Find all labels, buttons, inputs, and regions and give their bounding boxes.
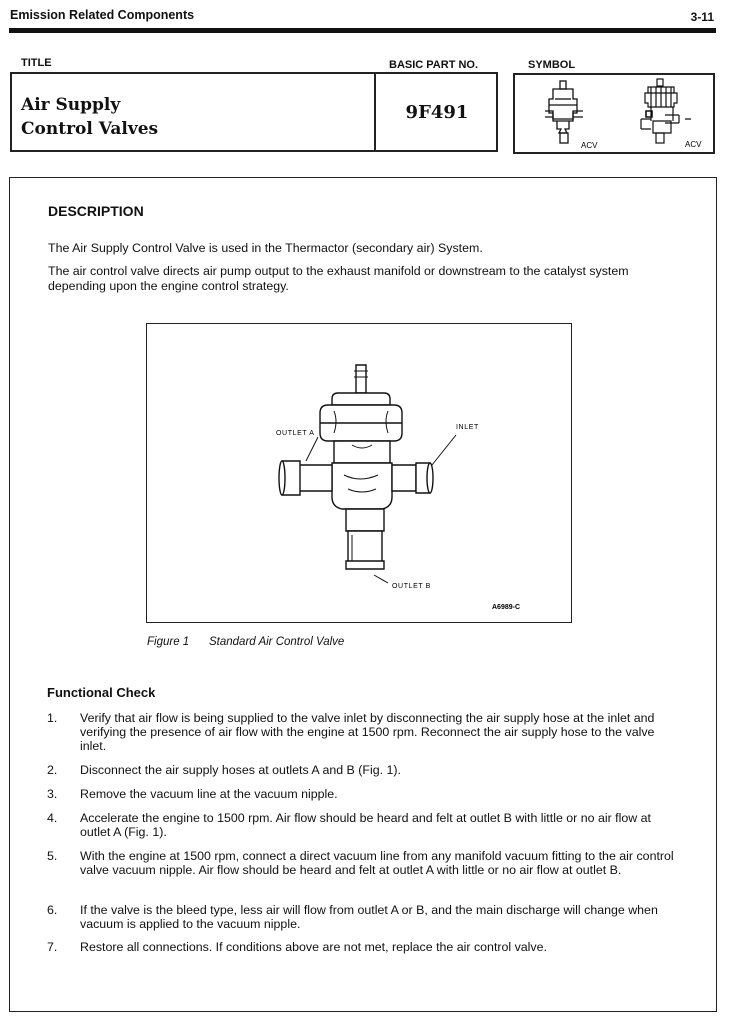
step-text: If the valve is the bleed type, less air will flow from outlet A or B, and the main discharge will change when vacuum is applied to the vacuum nipple. [80, 903, 658, 931]
header-rule [9, 28, 716, 33]
symbol-label: SYMBOL [528, 59, 576, 71]
functional-check-heading: Functional Check [47, 685, 156, 700]
label-inlet: INLET [456, 424, 479, 431]
figure-caption-text: Standard Air Control Valve [209, 636, 345, 648]
acv-symbols [515, 75, 713, 152]
step-text: Verify that air flow is being supplied to the valve inlet by disconnecting the air supply hose at the inlet and verifying the presence of air flow with the engine at 1500 rpm. Reconnect the air supply hose to the valve inlet. [80, 711, 655, 753]
component-name-line-2: Control Valves [21, 119, 159, 139]
step-text: Remove the vacuum line at the vacuum nipple. [80, 787, 338, 801]
symbol-caption-2: ACV [685, 140, 702, 149]
step-number: 1. [47, 711, 58, 725]
part-number-label: BASIC PART NO. [389, 59, 479, 71]
step-number: 2. [47, 763, 58, 777]
step-text: Accelerate the engine to 1500 rpm. Air flow should be heard and felt at outlet B with little or no air flow at outlet A (Fig. 1). [80, 811, 651, 839]
component-name-line-1: Air Supply [21, 95, 121, 115]
section-title: Emission Related Components [10, 8, 195, 22]
step-text: Disconnect the air supply hoses at outlets A and B (Fig. 1). [80, 763, 401, 777]
figure-code: A6989-C [492, 604, 521, 611]
description-paragraph-1: The Air Supply Control Valve is used in the Thermactor (secondary air) System. [48, 241, 483, 255]
air-control-valve-figure [148, 325, 570, 621]
acv-symbol-2-icon [641, 79, 691, 143]
step-number: 3. [47, 787, 58, 801]
step-text: With the engine at 1500 rpm, connect a direct vacuum line from any manifold vacuum fitting to the air control valve vacuum nipple. Air flow should be heard and felt at outlet A with little or no air flow at outlet B. [80, 849, 674, 877]
part-number: 9F491 [405, 102, 469, 123]
figure-number: Figure 1 [147, 636, 190, 648]
description-paragraph-2: The air control valve directs air pump output to the exhaust manifold or downstream to the catalyst system depending upon the engine control strategy. [48, 264, 629, 293]
description-heading: DESCRIPTION [48, 203, 144, 219]
label-outlet-b: OUTLET B [392, 583, 431, 590]
figure-caption [147, 636, 344, 648]
air-control-valve-icon [279, 365, 433, 569]
step-number: 4. [47, 811, 58, 825]
step-number: 6. [47, 903, 58, 917]
component-name [21, 93, 158, 141]
page-number: 3-11 [690, 10, 714, 24]
step-text: Restore all connections. If conditions above are not met, replace the air control valve. [80, 940, 547, 954]
step-number: 7. [47, 940, 58, 954]
step-number: 5. [47, 849, 58, 863]
acv-symbol-1-icon [545, 81, 583, 143]
title-label: TITLE [21, 57, 52, 69]
symbol-caption-1: ACV [581, 141, 598, 150]
label-outlet-a: OUTLET A [276, 430, 315, 437]
